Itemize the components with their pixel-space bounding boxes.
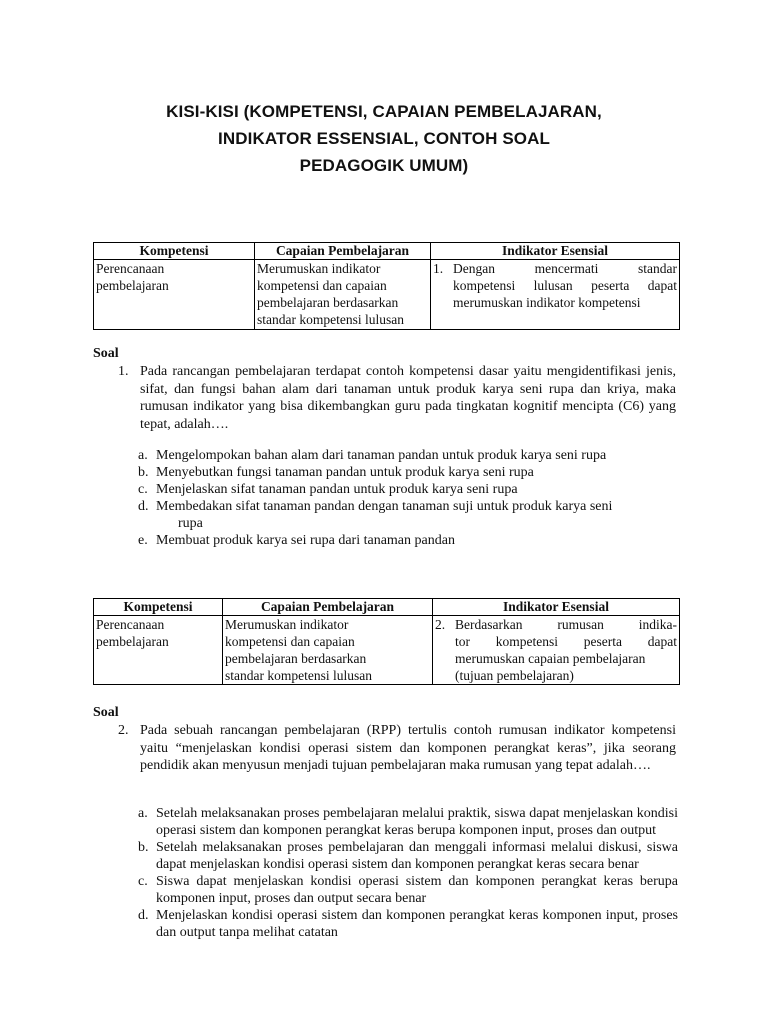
table-row <box>94 260 680 330</box>
table-header-row <box>94 243 680 260</box>
option-c: c. Menjelaskan sifat tanaman pandan untuk produk karya seni rupa <box>138 482 518 497</box>
table-row <box>94 616 680 685</box>
option-a: a. Mengelompokan bahan alam dari tanaman pandan untuk produk karya seni rupa <box>138 448 607 463</box>
option-e: e. Membuat produk karya sei rupa dari tanaman pandan <box>138 533 455 548</box>
question-number: 1. <box>118 364 129 379</box>
kisi-table-2 <box>93 598 680 685</box>
option-a: a. Setelah melaksanakan proses pembelajaran melalui praktik, siswa dapat menjelaskan kondisi operasi sistem dan komponen perangkat keras berupa komponen input, proses dan output <box>138 806 678 838</box>
option-b: b. Menyebutkan fungsi tanaman pandan untuk produk karya seni rupa <box>138 465 534 480</box>
option-c: c. Siswa dapat menjelaskan kondisi operasi sistem dan komponen perangkat keras berupa komponen input, proses dan output secara benar <box>138 874 678 906</box>
options-2 <box>138 805 678 941</box>
header-capaian: Capaian Pembelajaran <box>223 599 433 616</box>
cell-capaian: Merumuskan indikator kompetensi dan capaian pembelajaran berdasarkan standar kompetensi lulusan <box>255 260 431 330</box>
question-text: Pada sebuah rancangan pembelajaran (RPP) tertulis contoh rumusan indikator kompetensi yaitu “menjelaskan kondisi operasi sistem dan komponen perangkat keras”, jika seorang pendidik akan menyusun menjadi tujuan pembelajaran maka rumusan yang tepat adalah…. <box>140 723 676 773</box>
question-number: 2. <box>118 723 129 738</box>
cell-kompetensi: Perencanaan pembelajaran <box>94 260 255 330</box>
question-1 <box>118 363 676 433</box>
header-capaian: Capaian Pembelajaran <box>255 243 431 260</box>
title-line-2: INDIKATOR ESSENSIAL, CONTOH SOAL <box>218 129 550 148</box>
table-header-row <box>94 599 680 616</box>
option-b: b. Setelah melaksanakan proses pembelajaran dan menggali informasi melalui diskusi, siswa dapat menjelaskan kondisi operasi sistem dan komponen perangkat keras secara benar <box>138 840 678 872</box>
kisi-table-1 <box>93 242 680 330</box>
option-d: d. Membedakan sifat tanaman pandan dengan tanaman suji untuk produk karya seni rupa <box>138 499 613 531</box>
title-line-1: KISI-KISI (KOMPETENSI, CAPAIAN PEMBELAJARAN, <box>166 102 602 121</box>
soal-heading-2: Soal <box>93 705 119 720</box>
header-kompetensi: Kompetensi <box>94 243 255 260</box>
document-title <box>0 98 768 179</box>
cell-indikator: 1. Dengan mencermati standar kompetensi lulusan peserta dapat merumuskan indikator kompetensi <box>431 260 680 330</box>
question-text: Pada rancangan pembelajaran terdapat contoh kompetensi dasar yaitu mengidentifikasi jenis, sifat, dan fungsi bahan alam dari tanaman untuk produk karya seni rupa dan kriya, maka rumusan indikator yang bisa dikembangkan guru pada tingkatan kognitif mencipta (C6) yang tepat, adalah…. <box>140 364 676 432</box>
option-d: d. Menjelaskan kondisi operasi sistem dan komponen perangkat keras komponen input, proses dan output tanpa melihat catatan <box>138 908 678 940</box>
header-kompetensi: Kompetensi <box>94 599 223 616</box>
header-indikator: Indikator Esensial <box>431 243 680 260</box>
header-indikator: Indikator Esensial <box>433 599 680 616</box>
cell-indikator: 2. Berdasarkan rumusan indika- tor kompetensi peserta dapat merumuskan capaian pembelajaran (tujuan pembelajaran) <box>433 616 680 685</box>
question-2 <box>118 722 676 775</box>
options-1 <box>138 447 678 549</box>
title-line-3: PEDAGOGIK UMUM) <box>299 156 469 175</box>
cell-capaian: Merumuskan indikator kompetensi dan capaian pembelajaran berdasarkan standar kompetensi lulusan <box>223 616 433 685</box>
cell-kompetensi: Perencanaan pembelajaran <box>94 616 223 685</box>
soal-heading-1: Soal <box>93 346 119 361</box>
